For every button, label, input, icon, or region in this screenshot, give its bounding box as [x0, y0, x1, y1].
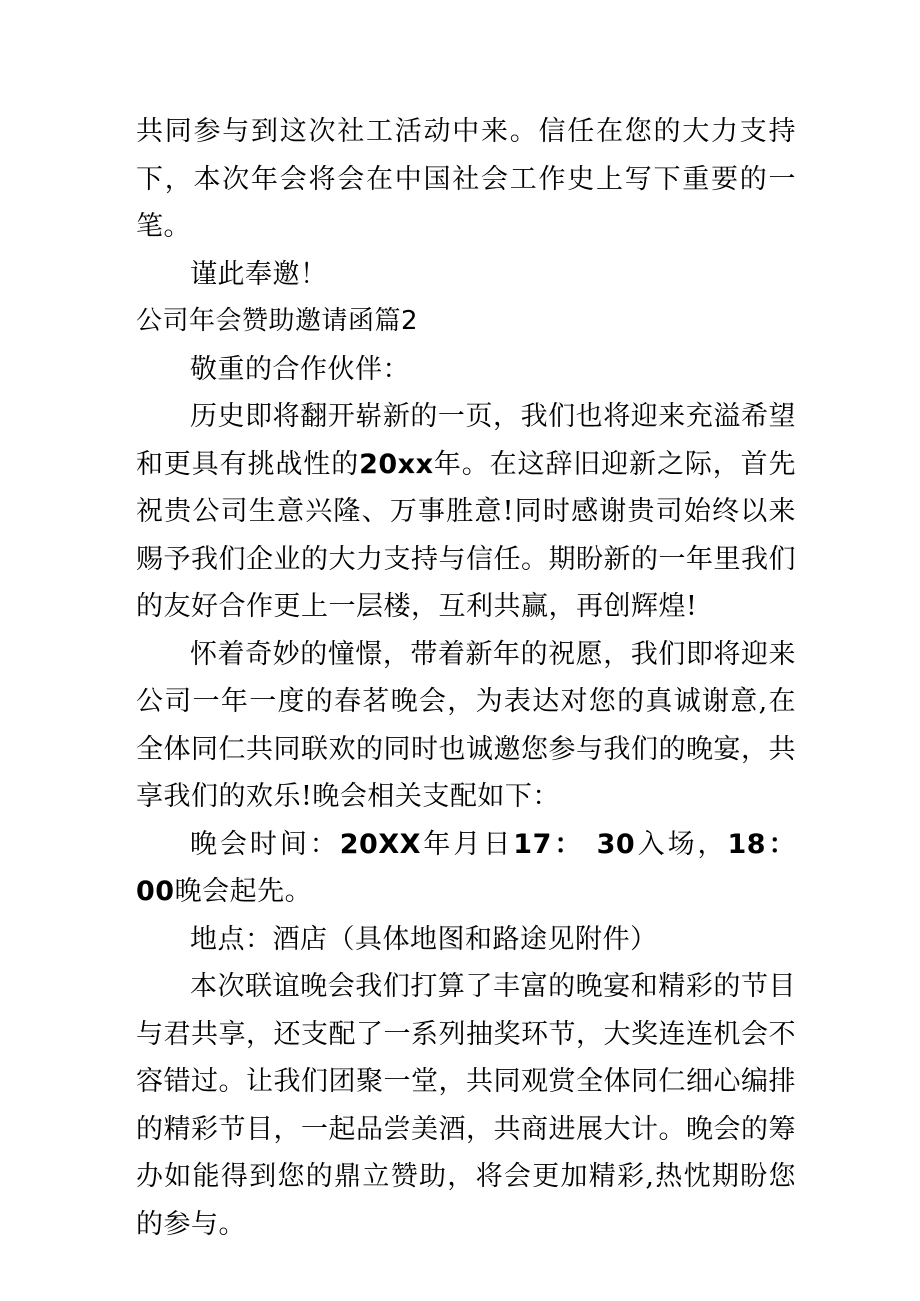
- salutation: 敬重的合作伙伴：: [190, 353, 410, 385]
- body-paragraph-1-text-a: 历史即将翻开崭新的一页，我们也将迎来充溢希望和更具有挑战性的: [136, 401, 796, 480]
- closing-line: 谨此奉邀！: [190, 258, 328, 290]
- event-year: 20XX: [339, 828, 421, 860]
- body-paragraph-2: 怀着奇妙的憧憬，带着新年的祝愿，我们即将迎来公司一年一度的春茗晚会，为表达对您的真诚谢意,在全体同仁共同联欢的同时也诚邀您参与我们的晚宴，共享我们的欢乐!晚会相关支配如下：: [136, 638, 796, 812]
- body-paragraph-3: 本次联谊晚会我们打算了丰富的晚宴和精彩的节目与君共享，还支配了一系列抽奖环节，大奖连连机会不容错过。让我们团聚一堂，共同观赏全体同仁细心编排的精彩节目，一起品尝美酒，共商进展大计。晚会的筹办如能得到您的鼎立赞助，将会更加精彩,热忱期盼您的参与。: [136, 971, 796, 1240]
- start-label: 晚会起先。: [174, 876, 313, 907]
- start-time: 18： 00: [136, 828, 797, 907]
- event-date-text: 年月日: [420, 828, 514, 860]
- body-paragraph-1: [136, 393, 796, 631]
- section-title: 公司年会赞助邀请函篇2: [136, 306, 419, 336]
- event-location-line: 地点：酒店（具体地图和路途见附件）: [190, 923, 658, 955]
- year-value: 20xx: [359, 448, 434, 480]
- event-time-line: [136, 821, 796, 916]
- event-time-label: 晚会时间：: [190, 828, 340, 860]
- entry-label: 入场，: [635, 828, 728, 860]
- body-paragraph-1-text-b: 年。在这辞旧迎新之际，首先祝贵公司生意兴隆、万事胜意!同时感谢贵司始终以来赐予我们企业的大力支持与信任。期盼新的一年里我们的友好合作更上一层楼，互利共赢，再创辉煌!: [136, 448, 797, 622]
- entry-time: 17： 30: [513, 828, 636, 860]
- document-body: [136, 108, 796, 1248]
- continuation-paragraph: 共同参与到这次社工活动中来。信任在您的大力支持下，本次年会将会在中国社会工作史上写下重要的一笔。: [136, 116, 796, 242]
